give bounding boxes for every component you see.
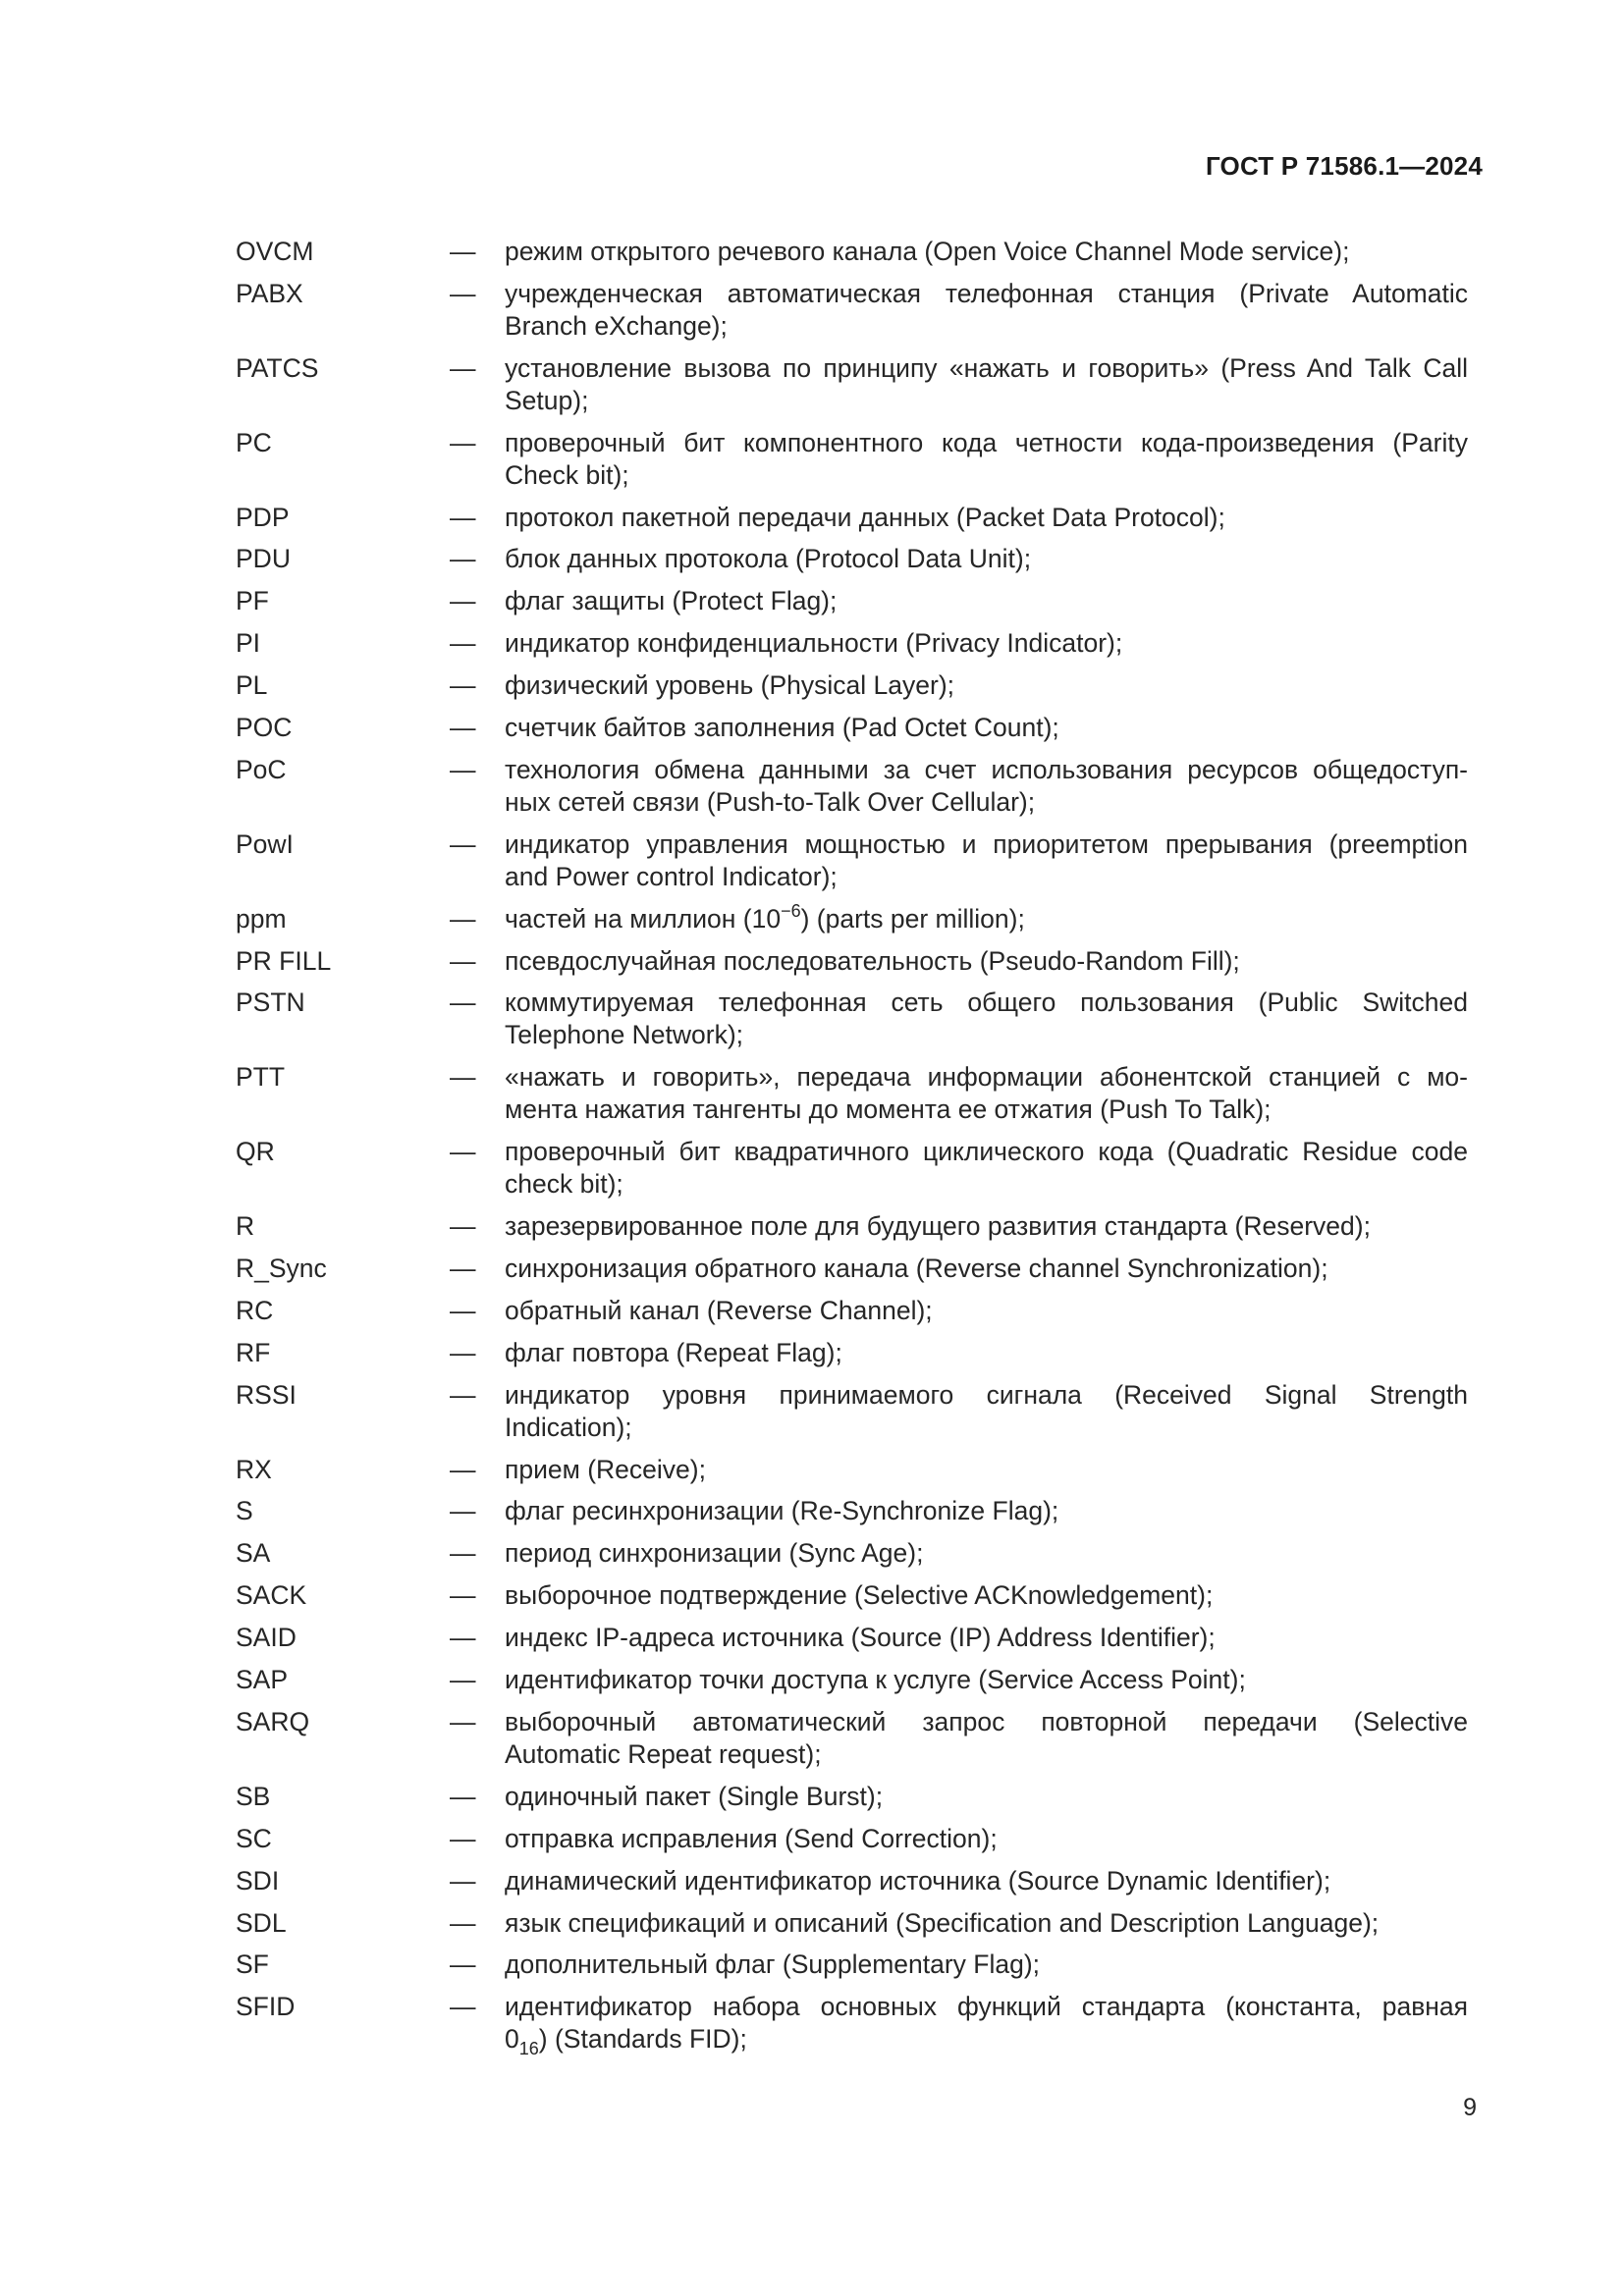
abbreviation: SF: [236, 1949, 269, 1980]
definition-line: флаг повтора (Repeat Flag);: [505, 1337, 842, 1367]
abbreviation: R: [236, 1211, 255, 1242]
em-dash: —: [450, 1295, 476, 1325]
definition: [505, 1949, 1468, 1981]
definition: [505, 1337, 1468, 1369]
page-number: 9: [1463, 2094, 1477, 2121]
list-item: [236, 1495, 1468, 1527]
abbreviation: PoC: [236, 754, 287, 784]
em-dash: —: [450, 1580, 476, 1611]
definition-line: Branch eXchange);: [505, 310, 728, 341]
em-dash: —: [450, 1062, 476, 1093]
definition-line: and Power control Indicator);: [505, 861, 838, 891]
list-item: [236, 1579, 1468, 1612]
abbreviation: PR FILL: [236, 945, 332, 976]
abbreviation: SARQ: [236, 1706, 310, 1736]
list-item: [236, 585, 1468, 617]
definition-line: динамический идентификатор источника (Source Dynamic Identifier);: [505, 1865, 1331, 1896]
definition-line: язык спецификаций и описаний (Specification and Description Language);: [505, 1907, 1380, 1938]
definition-line: Telephone Network);: [505, 1020, 744, 1050]
abbreviation: SACK: [236, 1580, 307, 1611]
definition: [505, 1907, 1468, 1940]
definition: [505, 1865, 1468, 1897]
abbreviation: RSSI: [236, 1379, 297, 1410]
em-dash: —: [450, 1137, 476, 1167]
list-item: [236, 1210, 1468, 1243]
em-dash: —: [450, 1781, 476, 1811]
abbreviation: QR: [236, 1137, 275, 1167]
abbreviation: POC: [236, 713, 293, 743]
list-item: [236, 712, 1468, 744]
definition: [505, 1454, 1468, 1486]
definition-line: режим открытого речевого канала (Open Voice Channel Mode service);: [505, 237, 1350, 266]
list-item: [236, 1537, 1468, 1570]
em-dash: —: [450, 502, 476, 532]
document-header: ГОСТ Р 71586.1—2024: [1205, 151, 1483, 181]
definition-line: индикатор управления мощностью и приоритетом прерывания (preemption: [505, 828, 1468, 859]
definition-line: протокол пакетной передачи данных (Packet Data Protocol);: [505, 502, 1225, 532]
definition: [505, 1537, 1468, 1570]
em-dash: —: [450, 828, 476, 859]
em-dash: —: [450, 427, 476, 457]
abbreviation: PF: [236, 586, 269, 616]
list-item: [236, 236, 1468, 268]
definition-line: проверочный бит квадратичного циклического кода (Quadratic Residue code: [505, 1137, 1468, 1167]
definition-line: флаг защиты (Protect Flag);: [505, 586, 838, 616]
em-dash: —: [450, 754, 476, 784]
definition-line: обратный канал (Reverse Channel);: [505, 1295, 933, 1325]
list-item: [236, 627, 1468, 660]
abbreviation: RC: [236, 1295, 274, 1325]
abbreviation: PowI: [236, 828, 294, 859]
abbreviation: PL: [236, 670, 268, 701]
definition: [505, 828, 1468, 893]
em-dash: —: [450, 1992, 476, 2022]
definition-line: Setup);: [505, 385, 589, 415]
definition: [505, 1295, 1468, 1327]
definition-line: выборочное подтверждение (Selective ACKnowledgement);: [505, 1580, 1214, 1611]
definition-line: синхронизация обратного канала (Reverse channel Synchronization);: [505, 1254, 1328, 1284]
abbreviation: ppm: [236, 903, 287, 934]
definition: [505, 987, 1468, 1051]
em-dash: —: [450, 278, 476, 308]
em-dash: —: [450, 544, 476, 574]
list-item: [236, 1949, 1468, 1981]
definition-line: дополнительный флаг (Supplementary Flag);: [505, 1949, 1041, 1980]
list-item: [236, 1337, 1468, 1369]
em-dash: —: [450, 903, 476, 934]
list-item: [236, 1622, 1468, 1654]
definition-line: проверочный бит компонентного кода четности кода-произведения (Parity: [505, 427, 1468, 457]
definition: [505, 427, 1468, 492]
abbreviation: OVCM: [236, 237, 314, 266]
definition-line: зарезервированное поле для будущего развития стандарта (Reserved);: [505, 1211, 1371, 1242]
definition-line: индекс IP-адреса источника (Source (IP) Address Identifier);: [505, 1623, 1216, 1653]
definition-line: Indication);: [505, 1412, 632, 1442]
list-item: [236, 1706, 1468, 1771]
list-item: [236, 1823, 1468, 1855]
em-dash: —: [450, 988, 476, 1018]
em-dash: —: [450, 1823, 476, 1853]
definition-line: идентификатор набора основных функций стандарта (константа, равная: [505, 1992, 1468, 2022]
definition: [505, 585, 1468, 617]
definition-line: учрежденческая автоматическая телефонная станция (Private Automatic: [505, 278, 1468, 308]
definition: [505, 1210, 1468, 1243]
definition-line: Automatic Repeat request);: [505, 1738, 822, 1769]
abbreviation: SA: [236, 1538, 271, 1569]
em-dash: —: [450, 1907, 476, 1938]
em-dash: —: [450, 1949, 476, 1980]
abbreviation: PDU: [236, 544, 291, 574]
list-item: [236, 669, 1468, 702]
list-item: [236, 1253, 1468, 1285]
definition: [505, 754, 1468, 819]
list-item: [236, 987, 1468, 1051]
list-item: [236, 1781, 1468, 1813]
em-dash: —: [450, 1496, 476, 1526]
definition-line: счетчик байтов заполнения (Pad Octet Count);: [505, 713, 1059, 743]
em-dash: —: [450, 1454, 476, 1484]
list-item: [236, 1061, 1468, 1126]
definition-line: индикатор уровня принимаемого сигнала (Received Signal Strength: [505, 1379, 1468, 1410]
definition-line: установление вызова по принципу «нажать и говорить» (Press And Talk Call: [505, 352, 1468, 383]
list-item: [236, 502, 1468, 534]
definition: [505, 352, 1468, 417]
abbreviation: SC: [236, 1823, 272, 1853]
list-item: [236, 828, 1468, 893]
abbreviation: SAID: [236, 1623, 297, 1653]
list-item: [236, 900, 1468, 935]
abbreviation: RX: [236, 1454, 272, 1484]
definition: [505, 945, 1468, 978]
definition: [505, 1579, 1468, 1612]
abbreviation: SB: [236, 1781, 271, 1811]
definition: [505, 278, 1468, 343]
abbreviation: RF: [236, 1337, 271, 1367]
definition: [505, 1823, 1468, 1855]
abbreviation: SDI: [236, 1865, 280, 1896]
definition: [505, 1781, 1468, 1813]
abbreviation: PC: [236, 427, 272, 457]
list-item: [236, 278, 1468, 343]
definition: [505, 1136, 1468, 1201]
definition-line: мента нажатия тангенты до момента ее отжатия (Push To Talk);: [505, 1095, 1272, 1125]
list-item: [236, 1454, 1468, 1486]
definition-line: блок данных протокола (Protocol Data Unit);: [505, 544, 1032, 574]
abbreviation: SFID: [236, 1992, 296, 2022]
abbreviation: PI: [236, 628, 261, 659]
definition: [505, 1622, 1468, 1654]
list-item: [236, 427, 1468, 492]
definition-line: $0_{16}$) (Standards FID);: [505, 2024, 747, 2059]
definition: [505, 543, 1468, 575]
definition: [505, 502, 1468, 534]
em-dash: —: [450, 352, 476, 383]
definition: [505, 1664, 1468, 1696]
abbreviation: PTT: [236, 1062, 286, 1093]
list-item: [236, 1907, 1468, 1940]
definition-line: индикатор конфиденциальности (Privacy Indicator);: [505, 628, 1123, 659]
em-dash: —: [450, 1379, 476, 1410]
abbreviation: S: [236, 1496, 253, 1526]
abbreviation: SDL: [236, 1907, 287, 1938]
em-dash: —: [450, 237, 476, 266]
list-item: [236, 1379, 1468, 1444]
definition: [505, 1379, 1468, 1444]
em-dash: —: [450, 1254, 476, 1284]
abbreviation: PABX: [236, 278, 303, 308]
list-item: [236, 945, 1468, 978]
definition-line: технология обмена данными за счет использования ресурсов общедоступ-: [505, 754, 1468, 784]
definition: [505, 712, 1468, 744]
em-dash: —: [450, 1665, 476, 1695]
definition: [505, 1061, 1468, 1126]
em-dash: —: [450, 1706, 476, 1736]
list-item: [236, 1136, 1468, 1201]
definition: [505, 900, 1468, 935]
definition-line: период синхронизации (Sync Age);: [505, 1538, 924, 1569]
abbreviation: PSTN: [236, 988, 305, 1018]
definition: [505, 1495, 1468, 1527]
definition-line: ных сетей связи (Push-to-Talk Over Cellular);: [505, 786, 1036, 817]
definition-line: частей на миллион $(10^{-6})$ (parts per million);: [505, 900, 1025, 934]
list-item: [236, 754, 1468, 819]
list-item: [236, 352, 1468, 417]
definition-line: одиночный пакет (Single Burst);: [505, 1781, 884, 1811]
em-dash: —: [450, 1211, 476, 1242]
abbreviation-list: [236, 236, 1468, 2065]
definition-line: отправка исправления (Send Correction);: [505, 1823, 998, 1853]
abbreviation: PATCS: [236, 352, 319, 383]
definition-line: «нажать и говорить», передача информации абонентской станцией с мо-: [505, 1062, 1468, 1093]
em-dash: —: [450, 1623, 476, 1653]
abbreviation: PDP: [236, 502, 290, 532]
em-dash: —: [450, 1538, 476, 1569]
em-dash: —: [450, 945, 476, 976]
em-dash: —: [450, 670, 476, 701]
definition-line: Check bit);: [505, 459, 629, 490]
definition-line: псевдослучайная последовательность (Pseudo-Random Fill);: [505, 945, 1240, 976]
em-dash: —: [450, 713, 476, 743]
list-item: [236, 543, 1468, 575]
em-dash: —: [450, 1865, 476, 1896]
em-dash: —: [450, 586, 476, 616]
definition: [505, 1253, 1468, 1285]
abbreviation: SAP: [236, 1665, 289, 1695]
abbreviation: R_Sync: [236, 1254, 327, 1284]
definition: [505, 236, 1468, 268]
definition-line: прием (Receive);: [505, 1454, 706, 1484]
definition: [505, 669, 1468, 702]
definition-line: идентификатор точки доступа к услуге (Service Access Point);: [505, 1665, 1246, 1695]
em-dash: —: [450, 1337, 476, 1367]
definition: [505, 1706, 1468, 1771]
list-item: [236, 1865, 1468, 1897]
definition-line: check bit);: [505, 1169, 623, 1200]
definition-line: флаг ресинхронизации (Re-Synchronize Flag);: [505, 1496, 1059, 1526]
definition-line: физический уровень (Physical Layer);: [505, 670, 955, 701]
definition: [505, 1991, 1468, 2059]
definition-line: коммутируемая телефонная сеть общего пользования (Public Switched: [505, 988, 1468, 1018]
list-item: [236, 1991, 1468, 2059]
list-item: [236, 1664, 1468, 1696]
em-dash: —: [450, 628, 476, 659]
list-item: [236, 1295, 1468, 1327]
definition-line: выборочный автоматический запрос повторной передачи (Selective: [505, 1706, 1468, 1736]
definition: [505, 627, 1468, 660]
